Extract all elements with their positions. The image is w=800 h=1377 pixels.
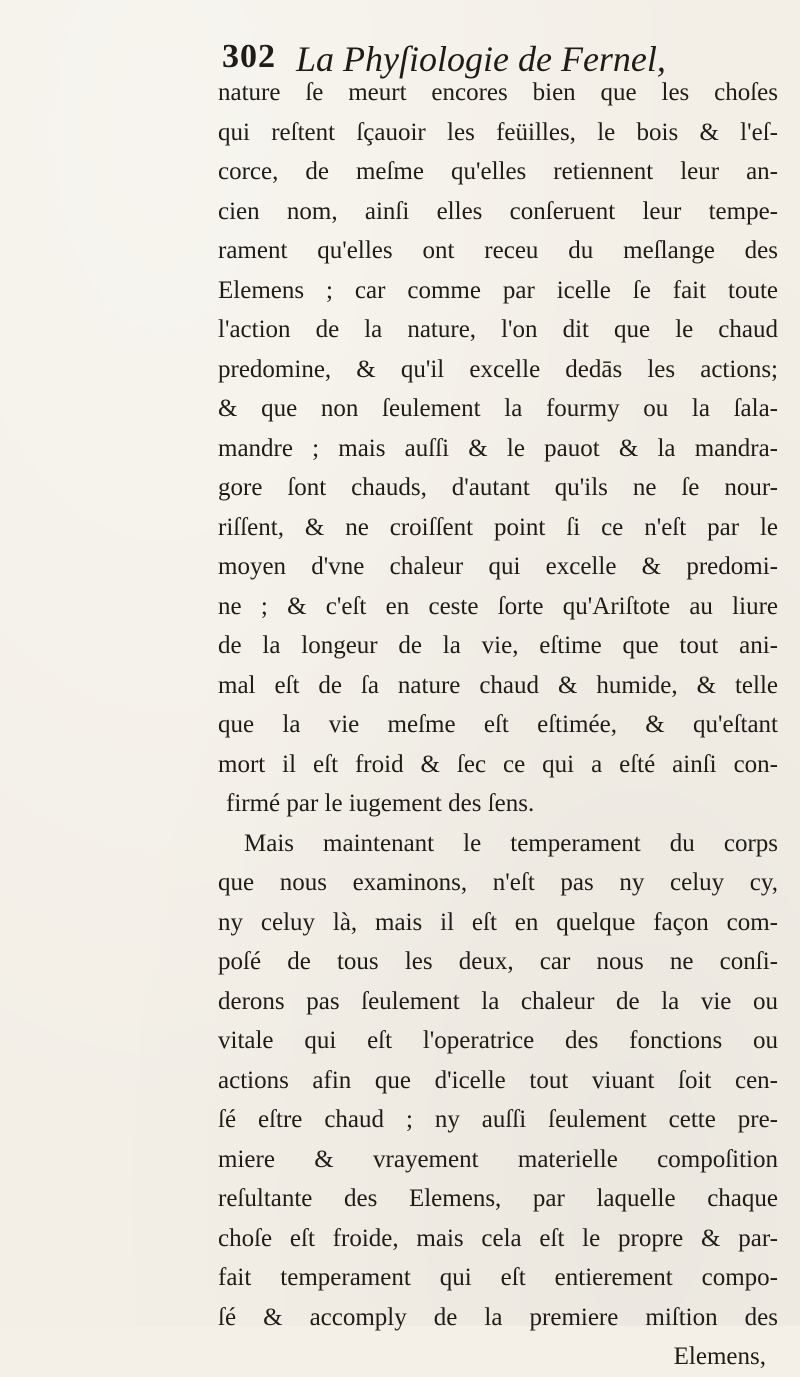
text-line: miere & vrayement materielle compoſition [218, 1145, 778, 1173]
text-line: riſſent, & ne croiſſent point ſi ce n'eſt par le [218, 513, 778, 541]
text-line: & que non ſeulement la fourmy ou la ſala- [218, 395, 778, 422]
text-line: ne ; & c'eſt en ceste ſorte qu'Ariſtote au liure [218, 592, 778, 620]
running-title: La Phyſiologie de Fernel, [296, 39, 666, 79]
text-line: mandre ; mais auſſi & le pauot & la mandra- [218, 434, 778, 462]
text-line: l'action de la nature, l'on dit que le chaud [218, 316, 778, 343]
text-line: fait temperament qui eſt entierement compo- [218, 1264, 778, 1291]
text-line: corce, de meſme qu'elles retiennent leur an- [218, 158, 778, 185]
text-line: predomine, & qu'il excelle dedās les actions; [218, 355, 778, 383]
text-line: mal eſt de ſa nature chaud & humide, & telle [218, 671, 778, 699]
paragraph-start-line: Mais maintenant le temperament du corps [244, 829, 778, 857]
text-line: ny celuy là, mais il eſt en quelque façon com- [218, 908, 778, 936]
text-line: cien nom, ainſi elles conſeruent leur tempe- [218, 197, 778, 225]
text-line: que nous examinons, n'eſt pas ny celuy cy, [218, 869, 778, 896]
catchword-line: Elemens, [673, 1343, 766, 1370]
text-line: Elemens ; car comme par icelle ſe fait toute [218, 276, 778, 304]
text-line: que la vie meſme eſt eſtimée, & qu'eſtant [218, 711, 778, 738]
text-line: nature ſe meurt encores bien que les choſes [218, 79, 778, 106]
text-line: gore ſont chauds, d'autant qu'ils ne ſe nour- [218, 474, 778, 501]
text-line: vitale qui eſt l'operatrice des fonctions ou [218, 1027, 778, 1054]
text-line: choſe eſt froide, mais cela eſt le propre & par- [218, 1224, 778, 1252]
text-line: reſultante des Elemens, par laquelle chaque [218, 1185, 778, 1212]
text-line: ſé & accomply de la premiere miſtion des [218, 1303, 778, 1331]
text-line: ſé eſtre chaud ; ny auſſi ſeulement cette pre- [218, 1106, 778, 1133]
text-line: qui reſtent ſçauoir les feüilles, le bois & l'eſ- [218, 118, 778, 146]
body-text [218, 73, 778, 1377]
text-line: poſé de tous les deux, car nous ne conſi- [218, 948, 778, 975]
text-line: derons pas ſeulement la chaleur de la vie ou [218, 987, 778, 1015]
text-line: moyen d'vne chaleur qui excelle & predomi- [218, 553, 778, 580]
text-line: mort il eſt froid & ſec ce qui a eſté ainſi con- [218, 750, 778, 778]
page-number: 302 [222, 38, 276, 75]
text-line: rament qu'elles ont receu du meſlange des [218, 237, 778, 264]
text-line: de la longeur de la vie, eſtime que tout ani- [218, 632, 778, 659]
paragraph-end-line: firmé par le iugement des ſens. [226, 790, 535, 817]
text-line: actions afin que d'icelle tout viuant ſoit cen- [218, 1066, 778, 1094]
